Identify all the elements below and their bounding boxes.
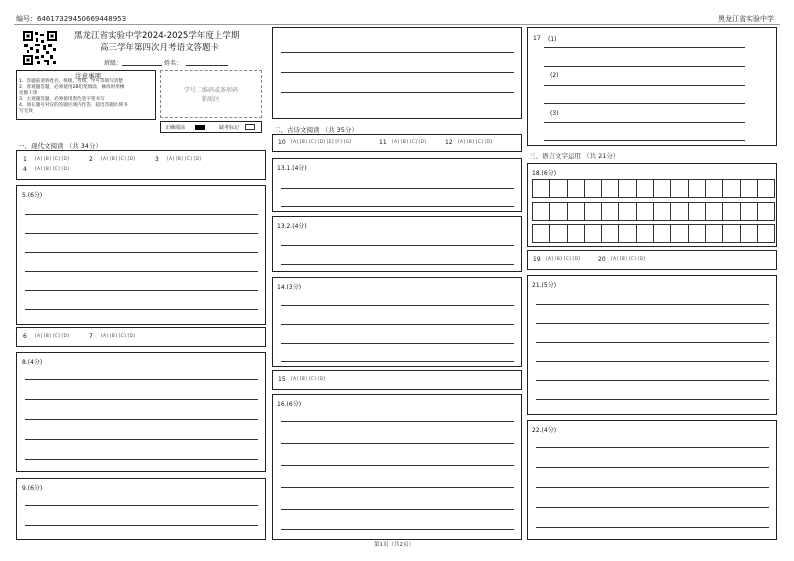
q12-number: 12 xyxy=(445,139,453,146)
name-label: 姓名： xyxy=(164,60,183,67)
q21-label: 21.(5分) xyxy=(532,282,557,289)
q16-label: 16.(6分) xyxy=(277,401,302,408)
q17-answer-box[interactable] xyxy=(527,27,777,146)
class-field[interactable] xyxy=(122,65,162,66)
q3-options[interactable]: [A] [B] [C] [D] xyxy=(167,157,202,162)
filled-mark-icon xyxy=(195,125,205,130)
q20-number: 20 xyxy=(598,256,606,263)
q22-label: 22.(4分) xyxy=(532,427,557,434)
paste-area-label: 学号二维码或条形码 粘贴区 xyxy=(183,87,238,103)
q2-number: 2 xyxy=(89,156,93,163)
q19-number: 19 xyxy=(533,256,541,263)
q2-options[interactable]: [A] [B] [C] [D] xyxy=(101,157,136,162)
q15-choice-box xyxy=(272,370,522,390)
q8-label: 8.(4分) xyxy=(22,359,43,366)
q3-number: 3 xyxy=(155,156,159,163)
q13-1-answer-box[interactable] xyxy=(272,158,522,212)
q17-1-label: (1) xyxy=(548,36,557,43)
serial-number: 编号：6461732945066944895З xyxy=(16,15,127,23)
q10-options[interactable]: [A] [B] [C] [D] [E] [F] [G] xyxy=(291,140,352,145)
notice-item: 2．客观题答题，必须使用2B铅笔填涂，修改时用橡 xyxy=(19,85,125,90)
barcode-paste-area xyxy=(160,70,262,118)
q4-number: 4 xyxy=(23,166,27,173)
q1-4-choice-box xyxy=(16,150,266,180)
q17-3-label: (3) xyxy=(550,110,559,117)
q1-options[interactable]: [A] [B] [C] [D] xyxy=(35,157,70,162)
q14-answer-box[interactable] xyxy=(272,277,522,367)
q12-options[interactable]: [A] [B] [C] [D] xyxy=(458,140,493,145)
header-divider xyxy=(14,24,780,25)
q13-2-answer-box[interactable] xyxy=(272,216,522,272)
qr-code-icon xyxy=(22,30,58,66)
q14-label: 14.(3分) xyxy=(277,284,302,291)
q8-answer-box[interactable] xyxy=(16,352,266,472)
notice-item: 1．答题前请将姓名、班级、考场、学号等填写清楚 xyxy=(19,79,123,84)
q19-20-choice-box xyxy=(527,250,777,270)
q15-options[interactable]: [A] [B] [C] [D] xyxy=(291,377,326,382)
writing-grid-row[interactable] xyxy=(532,179,774,198)
writing-grid-row[interactable] xyxy=(532,224,774,243)
q17-2-label: (2) xyxy=(550,72,559,79)
notice-item: 4．须在题号对应的答题区域内作答，超出答题区域书 xyxy=(19,103,128,108)
notice-item: 3．主观题答题，必须使用黑色签字笔书写 xyxy=(19,97,105,102)
card-title-line2: 高三学年第四次月考语文答题卡 xyxy=(100,43,220,53)
q10-12-choice-box xyxy=(272,134,522,152)
q13-2-label: 13.2.(4分) xyxy=(277,223,307,230)
q15-number: 15 xyxy=(278,376,286,383)
name-field[interactable] xyxy=(186,65,228,66)
q6-number: 6 xyxy=(23,333,27,340)
q1-number: 1 xyxy=(23,156,27,163)
page-number: 第1页（共2页） xyxy=(374,542,414,548)
q9-answer-box[interactable] xyxy=(16,478,266,540)
notice-item: 写无效 xyxy=(19,109,33,114)
q13-1-label: 13.1.(4分) xyxy=(277,165,307,172)
q4-options[interactable]: [A] [B] [C] [D] xyxy=(35,167,70,172)
q20-options[interactable]: [A] [B] [C] [D] xyxy=(611,257,646,262)
q19-options[interactable]: [A] [B] [C] [D] xyxy=(546,257,581,262)
q17-number: 17 xyxy=(533,35,541,42)
writing-grid-row[interactable] xyxy=(532,202,774,221)
q21-answer-box[interactable] xyxy=(527,275,777,415)
q18-grid-box[interactable] xyxy=(527,163,777,247)
q7-number: 7 xyxy=(89,333,93,340)
q5-answer-box[interactable] xyxy=(16,185,266,325)
notice-box xyxy=(16,70,156,120)
section-heading-1: 一、现代文阅读 （共 34分） xyxy=(18,142,102,150)
section-heading-2: 二、古诗文阅读 （共 35分） xyxy=(274,126,358,134)
q10-number: 10 xyxy=(278,139,286,146)
q5-label: 5.(6分) xyxy=(22,192,43,199)
fill-correct-label: 正确填涂 xyxy=(165,125,186,131)
q11-options[interactable]: [A] [B] [C] [D] xyxy=(392,140,427,145)
card-title-line1: 黑龙江省实验中学2024-2025学年度上学期 xyxy=(74,31,240,41)
fill-legend xyxy=(160,121,262,133)
notice-item: 皮擦干净 xyxy=(19,91,38,96)
absent-mark-box[interactable] xyxy=(245,124,255,130)
class-label: 班级： xyxy=(104,60,123,67)
q22-answer-box[interactable] xyxy=(527,420,777,540)
q18-label: 18.(6分) xyxy=(532,170,557,177)
q9-continued-box[interactable] xyxy=(272,27,522,119)
q9-label: 9.(6分) xyxy=(22,485,43,492)
section-heading-3: 三、语言文字运用 （共 21分） xyxy=(529,152,620,160)
q16-answer-box[interactable] xyxy=(272,394,522,540)
header-school: 黑龙江省实验中学 xyxy=(718,15,774,23)
fill-missing-label: 缺考标记 xyxy=(219,125,240,131)
q6-options[interactable]: [A] [B] [C] [D] xyxy=(35,334,70,339)
q11-number: 11 xyxy=(379,139,387,146)
q6-7-choice-box xyxy=(16,327,266,347)
notice-title: 注意事项 xyxy=(75,72,101,80)
q7-options[interactable]: [A] [B] [C] [D] xyxy=(101,334,136,339)
